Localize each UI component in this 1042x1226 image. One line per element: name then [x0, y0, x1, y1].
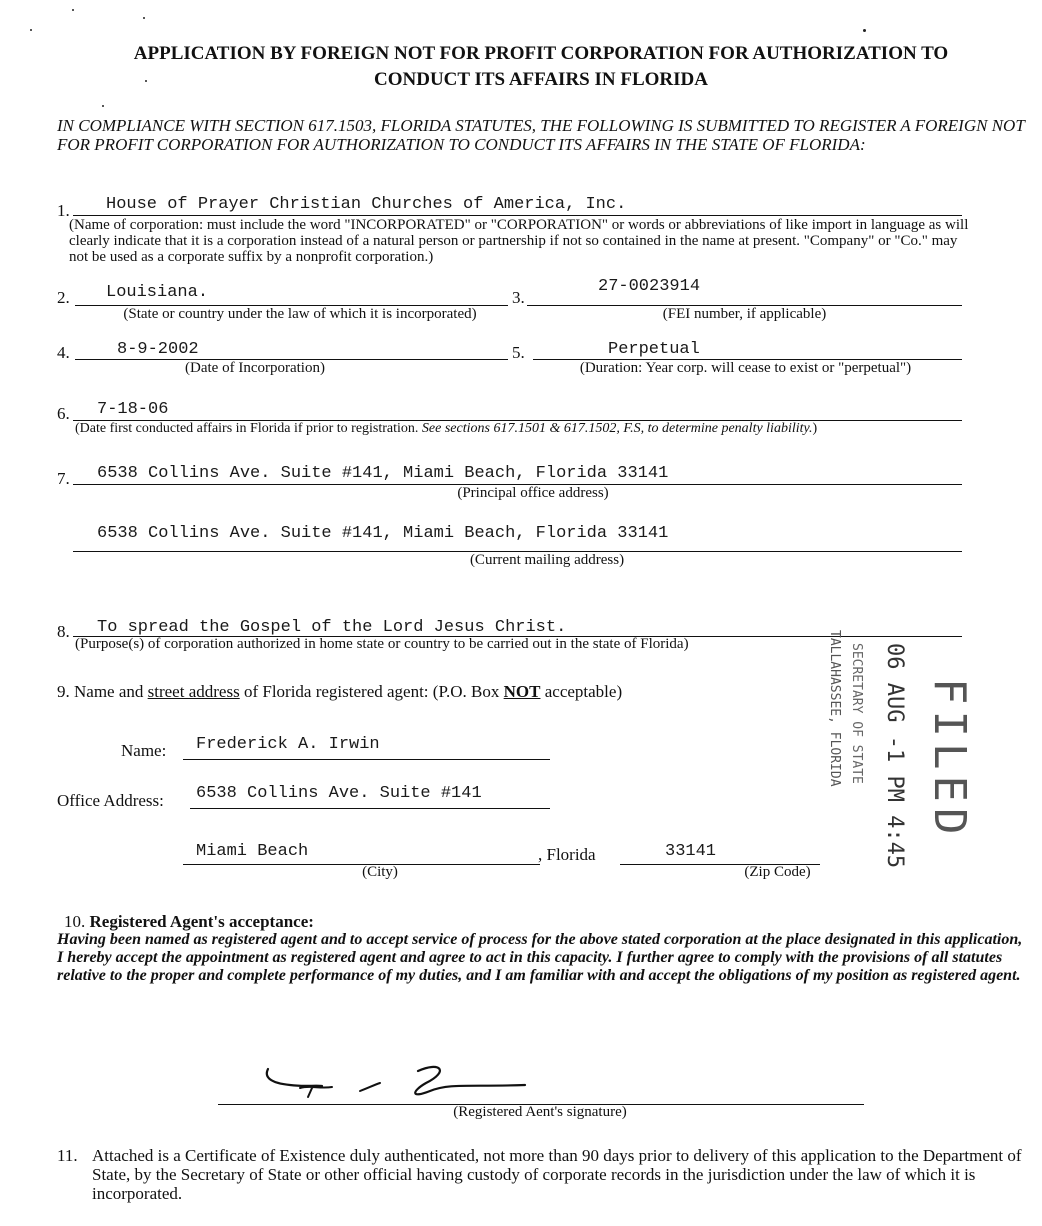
agent-name-line: [183, 759, 550, 760]
fei-number-caption: (FEI number, if applicable): [662, 306, 827, 322]
agent-office-line: [190, 808, 550, 809]
corporation-name-line: [73, 215, 962, 216]
item-number-11: 11.: [57, 1146, 78, 1165]
acceptance-heading: 10. Registered Agent's acceptance:: [64, 912, 314, 931]
item-number-2: 2.: [57, 288, 70, 307]
form-title-line-1: APPLICATION BY FOREIGN NOT FOR PROFIT CORPORATION FOR AUTHORIZATION TO: [133, 43, 949, 64]
duration-value: Perpetual: [608, 340, 700, 359]
filed-stamp: FILED: [924, 678, 975, 841]
agent-name-label: Name:: [121, 741, 167, 760]
item-number-7: 7.: [57, 469, 70, 488]
purpose-caption: (Purpose(s) of corporation authorized in home state or country to be carried out in the state of Florida): [75, 636, 689, 652]
item-number-8: 8.: [57, 622, 70, 641]
corporation-name-instructions: (Name of corporation: must include the word "INCORPORATED" or "CORPORATION" or words or abbreviations of like import in language as will clearly indicate that it is a corporation instead of a natural person or partnership if not so contained in the name at present. "Company" or "Co." may not be used as a corporate suffix by a nonprofit corporation.): [69, 217, 969, 265]
registered-agent-signature: [250, 1055, 550, 1111]
agent-zip-value: 33141: [665, 842, 717, 861]
filed-stamp-date: 06 AUG -1 PM 4:45: [882, 643, 907, 869]
purpose-value: To spread the Gospel of the Lord Jesus Christ.: [97, 618, 567, 637]
date-first-conducted-caption: (Date first conducted affairs in Florida if prior to registration. See sections 617.1501 & 617.1502, F.S, to determine penalty liability.): [75, 421, 818, 436]
form-title-line-2: CONDUCT ITS AFFAIRS IN FLORIDA: [374, 69, 708, 90]
certificate-text: Attached is a Certificate of Existence duly authenticated, not more than 90 days prior to delivery of this application to the Department of State, by the Secretary of State or other official having custody of corporate records in the jurisdiction under the law of which it is incorporated.: [92, 1146, 1022, 1203]
principal-office-value: 6538 Collins Ave. Suite #141, Miami Beach, Florida 33141: [97, 464, 669, 483]
agent-heading: 9. Name and street address of Florida registered agent: (P.O. Box NOT acceptable): [57, 682, 623, 701]
item-number-4: 4.: [57, 343, 70, 362]
date-first-conducted-value: 7-18-06: [97, 400, 169, 419]
agent-zip-caption: (Zip Code): [744, 864, 811, 880]
filed-stamp-secretary: SECRETARY OF STATE: [849, 643, 864, 784]
date-of-incorporation-caption: (Date of Incorporation): [185, 360, 325, 376]
fei-number-value: 27-0023914: [598, 277, 701, 296]
item-number-1: 1.: [57, 201, 70, 220]
mailing-address-value: 6538 Collins Ave. Suite #141, Miami Beach, Florida 33141: [97, 524, 669, 543]
acceptance-text: Having been named as registered agent and to accept service of process for the above stated corporation at the place designated in this application, I hereby accept the appointment as registered agent and agree to act in this capacity. I further agree to comply with the provisions of all statutes relative to the proper and complete performance of my duties, and I am familiar with and accept the obligations of my position as registered agent.: [57, 931, 1023, 984]
agent-office-label: Office Address:: [57, 791, 164, 810]
signature-caption: (Registered Aent's signature): [453, 1104, 627, 1120]
item-number-3: 3.: [512, 288, 525, 307]
agent-office-value: 6538 Collins Ave. Suite #141: [196, 784, 482, 803]
state-of-incorporation-value: Louisiana.: [106, 283, 209, 302]
date-of-incorporation-value: 8-9-2002: [117, 340, 199, 359]
agent-name-value: Frederick A. Irwin: [196, 735, 380, 754]
principal-office-caption: (Principal office address): [457, 485, 609, 501]
state-of-incorporation-caption: (State or country under the law of which it is incorporated): [123, 306, 477, 322]
intro-text: IN COMPLIANCE WITH SECTION 617.1503, FLORIDA STATUTES, THE FOLLOWING IS SUBMITTED TO REGISTER A FOREIGN NOT FOR PROFIT CORPORATION FOR AUTHORIZATION TO CONDUCT ITS AFFAIRS IN THE STATE OF FLORIDA:: [57, 116, 1025, 154]
agent-city-value: Miami Beach: [196, 842, 309, 861]
duration-caption: (Duration: Year corp. will cease to exist or "perpetual"): [579, 360, 912, 376]
item-number-6: 6.: [57, 404, 70, 423]
filed-stamp-city: TALLAHASSEE, FLORIDA: [827, 630, 842, 787]
item-number-5: 5.: [512, 343, 525, 362]
corporation-name-value: House of Prayer Christian Churches of America, Inc.: [106, 195, 627, 214]
mailing-address-caption: (Current mailing address): [469, 552, 625, 568]
agent-state: , Florida: [538, 845, 596, 864]
agent-city-caption: (City): [362, 864, 398, 880]
